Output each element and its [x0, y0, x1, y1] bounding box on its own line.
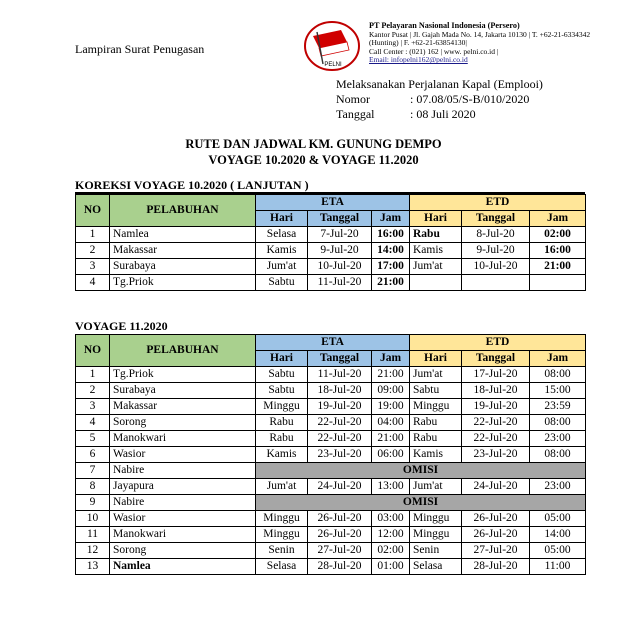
row-eta-hari: Selasa	[256, 559, 308, 575]
row-eta-hari: Rabu	[256, 415, 308, 431]
row-etd-jam: 05:00	[530, 511, 586, 527]
row-port: Tg.Priok	[110, 275, 256, 291]
row-eta-tanggal: 19-Jul-20	[308, 399, 372, 415]
title-line-2: VOYAGE 10.2020 & VOYAGE 11.2020	[208, 153, 419, 167]
table-row	[76, 495, 586, 511]
table-row	[76, 367, 586, 383]
row-no: 5	[76, 431, 110, 447]
row-eta-tanggal: 10-Jul-20	[308, 259, 372, 275]
row-eta-hari: Kamis	[256, 243, 308, 259]
row-etd-hari: Kamis	[410, 447, 462, 463]
row-eta-tanggal: 7-Jul-20	[308, 227, 372, 243]
pelni-logo	[303, 20, 361, 72]
row-no: 1	[76, 367, 110, 383]
row-eta-hari: Kamis	[256, 447, 308, 463]
header-etd-tanggal: Tanggal	[462, 351, 530, 367]
row-eta-jam: 21:00	[372, 431, 410, 447]
row-etd-hari: Minggu	[410, 399, 462, 415]
row-etd-hari: Minggu	[410, 527, 462, 543]
header-pelabuhan: PELABUHAN	[110, 335, 256, 367]
row-etd-tanggal: 26-Jul-20	[462, 527, 530, 543]
row-etd-tanggal: 8-Jul-20	[462, 227, 530, 243]
row-eta-tanggal: 22-Jul-20	[308, 415, 372, 431]
row-eta-jam: 19:00	[372, 399, 410, 415]
row-port: Sorong	[110, 543, 256, 559]
company-header	[369, 22, 619, 65]
row-eta-jam: 16:00	[372, 227, 410, 243]
row-eta-tanggal: 9-Jul-20	[308, 243, 372, 259]
row-etd-jam: 08:00	[530, 367, 586, 383]
header-etd: ETD	[410, 335, 586, 351]
table-row	[76, 243, 586, 259]
row-etd-jam: 08:00	[530, 415, 586, 431]
row-no: 13	[76, 559, 110, 575]
table-row	[76, 431, 586, 447]
row-eta-tanggal: 26-Jul-20	[308, 527, 372, 543]
header-no: NO	[76, 195, 110, 227]
row-etd-tanggal	[462, 275, 530, 291]
row-eta-jam: 13:00	[372, 479, 410, 495]
nomor-value: : 07.08/05/S-B/010/2020	[410, 92, 530, 106]
table-row	[76, 259, 586, 275]
row-eta-tanggal: 11-Jul-20	[308, 275, 372, 291]
header-etd-jam: Jam	[530, 211, 586, 227]
company-call-center: Call Center : (021) 162 | www. pelni.co.id |	[369, 46, 499, 56]
row-no: 8	[76, 479, 110, 495]
row-port: Namlea	[110, 227, 256, 243]
header-etd-hari: Hari	[410, 211, 462, 227]
row-etd-jam: 15:00	[530, 383, 586, 399]
table-row	[76, 447, 586, 463]
company-email[interactable]: Email: infopelni162@pelni.co.id	[369, 55, 468, 65]
company-name: PT Pelayaran Nasional Indonesia (Persero)	[369, 21, 520, 30]
row-etd-tanggal: 28-Jul-20	[462, 559, 530, 575]
row-eta-hari: Minggu	[256, 399, 308, 415]
row-eta-hari: Sabtu	[256, 275, 308, 291]
table-row	[76, 399, 586, 415]
row-no: 12	[76, 543, 110, 559]
header-eta-tanggal: Tanggal	[308, 351, 372, 367]
nomor-label: Nomor	[336, 92, 370, 106]
row-eta-hari: Selasa	[256, 227, 308, 243]
table-row	[76, 415, 586, 431]
header-pelabuhan: PELABUHAN	[110, 195, 256, 227]
row-eta-tanggal: 11-Jul-20	[308, 367, 372, 383]
row-no: 4	[76, 415, 110, 431]
row-port: Surabaya	[110, 259, 256, 275]
row-etd-jam: 23:00	[530, 479, 586, 495]
row-etd-tanggal: 23-Jul-20	[462, 447, 530, 463]
row-etd-jam	[530, 275, 586, 291]
row-eta-tanggal: 27-Jul-20	[308, 543, 372, 559]
row-etd-jam: 11:00	[530, 559, 586, 575]
row-no: 9	[76, 495, 110, 511]
row-port: Makassar	[110, 399, 256, 415]
row-eta-jam: 02:00	[372, 543, 410, 559]
section1-label: KOREKSI VOYAGE 10.2020 ( LANJUTAN )	[75, 178, 309, 192]
lampiran-label: Lampiran Surat Penugasan	[75, 42, 205, 56]
header-eta: ETA	[256, 195, 410, 211]
row-port: Namlea	[110, 559, 256, 575]
header-eta-tanggal: Tanggal	[308, 211, 372, 227]
meta-title: Melaksanakan Perjalanan Kapal (Emplooi)	[336, 77, 543, 91]
row-eta-jam: 17:00	[372, 259, 410, 275]
table-row	[76, 383, 586, 399]
schedule-table-voyage-11	[75, 334, 586, 575]
title-line-1: RUTE DAN JADWAL KM. GUNUNG DEMPO	[185, 137, 442, 151]
row-etd-jam: 14:00	[530, 527, 586, 543]
row-etd-tanggal: 22-Jul-20	[462, 431, 530, 447]
row-eta-tanggal: 23-Jul-20	[308, 447, 372, 463]
row-eta-jam: 12:00	[372, 527, 410, 543]
row-no: 10	[76, 511, 110, 527]
header-eta-hari: Hari	[256, 211, 308, 227]
row-eta-hari: Minggu	[256, 527, 308, 543]
letter-meta	[336, 77, 543, 122]
row-eta-hari: Sabtu	[256, 383, 308, 399]
row-port: Makassar	[110, 243, 256, 259]
row-etd-hari	[410, 275, 462, 291]
row-etd-hari: Minggu	[410, 511, 462, 527]
row-no: 2	[76, 383, 110, 399]
tanggal-value: : 08 Juli 2020	[410, 107, 476, 121]
row-no: 11	[76, 527, 110, 543]
tanggal-label: Tanggal	[336, 107, 375, 121]
row-eta-jam: 04:00	[372, 415, 410, 431]
table-row	[76, 275, 586, 291]
row-etd-hari: Jum'at	[410, 479, 462, 495]
row-etd-tanggal: 22-Jul-20	[462, 415, 530, 431]
row-eta-hari: Jum'at	[256, 259, 308, 275]
row-etd-hari: Selasa	[410, 559, 462, 575]
row-eta-tanggal: 26-Jul-20	[308, 511, 372, 527]
row-port: Manokwari	[110, 431, 256, 447]
row-port: Sorong	[110, 415, 256, 431]
header-no: NO	[76, 335, 110, 367]
row-etd-jam: 23:59	[530, 399, 586, 415]
table-row	[76, 479, 586, 495]
row-eta-jam: 14:00	[372, 243, 410, 259]
header-eta: ETA	[256, 335, 410, 351]
header-etd-hari: Hari	[410, 351, 462, 367]
row-eta-hari: Senin	[256, 543, 308, 559]
row-etd-tanggal: 19-Jul-20	[462, 399, 530, 415]
row-etd-hari: Sabtu	[410, 383, 462, 399]
row-eta-jam: 01:00	[372, 559, 410, 575]
header-etd-jam: Jam	[530, 351, 586, 367]
row-etd-tanggal: 24-Jul-20	[462, 479, 530, 495]
row-port: Nabire	[110, 463, 256, 479]
row-etd-hari: Senin	[410, 543, 462, 559]
row-etd-tanggal: 9-Jul-20	[462, 243, 530, 259]
row-no: 4	[76, 275, 110, 291]
row-omisi: OMISI	[256, 463, 586, 479]
row-port: Wasior	[110, 447, 256, 463]
voyage-11-rows	[76, 367, 586, 575]
header-etd: ETD	[410, 195, 586, 211]
row-no: 7	[76, 463, 110, 479]
row-etd-tanggal: 17-Jul-20	[462, 367, 530, 383]
row-no: 2	[76, 243, 110, 259]
row-eta-jam: 21:00	[372, 367, 410, 383]
header-eta-hari: Hari	[256, 351, 308, 367]
document-title	[0, 136, 627, 168]
header-etd-tanggal: Tanggal	[462, 211, 530, 227]
row-omisi: OMISI	[256, 495, 586, 511]
row-etd-jam: 08:00	[530, 447, 586, 463]
row-port: Tg.Priok	[110, 367, 256, 383]
row-port: Surabaya	[110, 383, 256, 399]
row-etd-jam: 05:00	[530, 543, 586, 559]
row-port: Nabire	[110, 495, 256, 511]
row-etd-hari: Jum'at	[410, 367, 462, 383]
table-row	[76, 227, 586, 243]
section2-label: VOYAGE 11.2020	[75, 319, 168, 333]
row-eta-hari: Rabu	[256, 431, 308, 447]
row-eta-hari: Sabtu	[256, 367, 308, 383]
row-no: 3	[76, 399, 110, 415]
table-row	[76, 559, 586, 575]
row-eta-tanggal: 18-Jul-20	[308, 383, 372, 399]
row-etd-jam: 16:00	[530, 243, 586, 259]
row-etd-hari: Kamis	[410, 243, 462, 259]
row-etd-hari: Rabu	[410, 227, 462, 243]
row-etd-tanggal: 10-Jul-20	[462, 259, 530, 275]
row-port: Manokwari	[110, 527, 256, 543]
row-port: Jayapura	[110, 479, 256, 495]
row-eta-jam: 21:00	[372, 275, 410, 291]
row-eta-jam: 03:00	[372, 511, 410, 527]
row-port: Wasior	[110, 511, 256, 527]
table-row	[76, 463, 586, 479]
row-etd-jam: 02:00	[530, 227, 586, 243]
row-etd-hari: Rabu	[410, 415, 462, 431]
table-row	[76, 511, 586, 527]
company-address: Kantor Pusat | Jl. Gajah Mada No. 14, Jakarta 10130 | T. +62-21-6334342	[369, 29, 591, 39]
row-etd-tanggal: 18-Jul-20	[462, 383, 530, 399]
row-etd-jam: 23:00	[530, 431, 586, 447]
schedule-table-voyage-10	[75, 194, 586, 291]
pelni-logo-text: PELNI	[324, 62, 342, 68]
company-fax: (Hunting) | F. +62-21-63854130|	[369, 38, 467, 48]
row-eta-hari: Minggu	[256, 511, 308, 527]
row-eta-tanggal: 22-Jul-20	[308, 431, 372, 447]
table-row	[76, 543, 586, 559]
row-eta-jam: 06:00	[372, 447, 410, 463]
row-etd-jam: 21:00	[530, 259, 586, 275]
row-eta-hari: Jum'at	[256, 479, 308, 495]
row-etd-hari: Rabu	[410, 431, 462, 447]
voyage-10-rows	[76, 227, 586, 291]
table-row	[76, 527, 586, 543]
row-no: 1	[76, 227, 110, 243]
row-eta-tanggal: 28-Jul-20	[308, 559, 372, 575]
row-eta-jam: 09:00	[372, 383, 410, 399]
row-no: 3	[76, 259, 110, 275]
row-etd-tanggal: 26-Jul-20	[462, 511, 530, 527]
header-eta-jam: Jam	[372, 351, 410, 367]
row-etd-hari: Jum'at	[410, 259, 462, 275]
header-eta-jam: Jam	[372, 211, 410, 227]
row-no: 6	[76, 447, 110, 463]
row-eta-tanggal: 24-Jul-20	[308, 479, 372, 495]
row-etd-tanggal: 27-Jul-20	[462, 543, 530, 559]
